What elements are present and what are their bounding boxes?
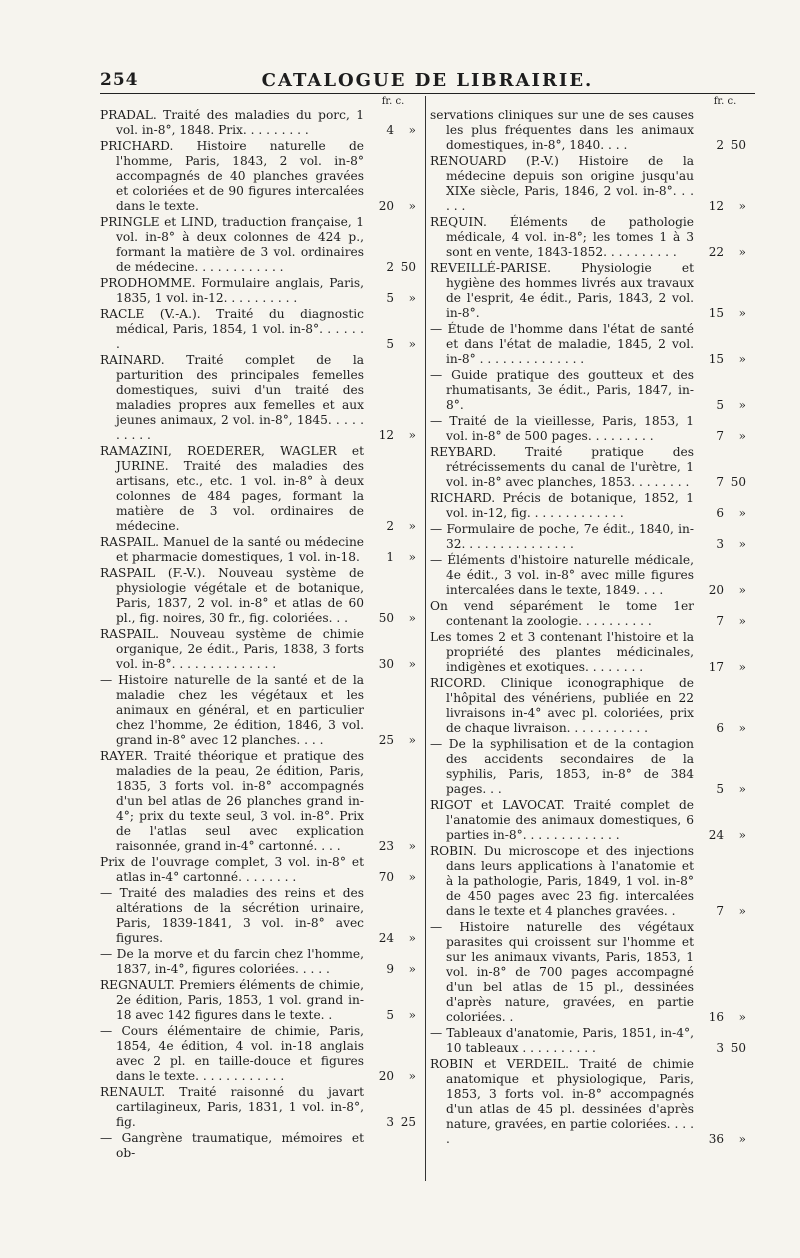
page-number: 254 [100, 70, 139, 90]
entry-text: PRADAL. Traité des maladies du porc, 1 vol. in-8°, 1848. Prix. . . . . . . . . [100, 108, 364, 137]
entry-text: ROBIN. Du microscope et des injections dans leurs applications à l'anatomie et à la pathologie, Paris, 1849, 1 vol. in-8° de 450 pages avec 23 fig. intercalées dans le texte et 4 planches gravées. . [430, 844, 694, 918]
price-centimes: » [738, 398, 746, 412]
catalogue-entry [430, 599, 750, 629]
entry-text: RENAULT. Traité raisonné du javart cartilagineux, Paris, 1831, 1 vol. in-8°, fig. [100, 1085, 364, 1129]
entry-price [698, 721, 750, 736]
catalogue-entry [430, 553, 750, 598]
entry-text: REGNAULT. Premiers éléments de chimie, 2e édition, Paris, 1853, 1 vol. grand in-18 avec 142 figures dans le texte. . [100, 978, 364, 1022]
entry-text: ROBIN et VERDEIL. Traité de chimie anatomique et physiologique, Paris, 1853, 3 forts vol. in-8° accompagnés d'un atlas de 45 pl. dessinées d'après nature, gravées, en partie coloriées. . . . . [430, 1057, 694, 1146]
price-centimes: » [408, 733, 416, 747]
price-francs: 7 [716, 614, 724, 628]
entry-text: RAYER. Traité théorique et pratique des maladies de la peau, 2e édition, Paris, 1835, 3 forts vol. in-8° accompagnés d'un bel atlas de 26 planches grand in-4°; prix du texte seul, 3 vol. in-8°. Prix de l'atlas seul avec explication raisonnée, grand in-4° cartonné. . . . [100, 749, 364, 853]
price-francs: 20 [378, 1069, 394, 1083]
entry-text: servations cliniques sur une de ses causes les plus fréquentes dans les animaux domestiques, in-8°, 1840. . . . [430, 108, 694, 152]
catalogue-entry [430, 737, 750, 797]
right-entries [430, 108, 750, 1148]
price-centimes: » [738, 782, 746, 796]
catalogue-entry [430, 108, 750, 153]
catalogue-entry [100, 627, 420, 672]
price-centimes: » [738, 828, 746, 842]
price-centimes: » [738, 506, 746, 520]
entry-price [698, 537, 750, 552]
price-francs: 7 [716, 475, 724, 489]
price-centimes: » [408, 839, 416, 853]
entry-text: — Tableaux d'anatomie, Paris, 1851, in-4°, 10 tableaux . . . . . . . . . . [430, 1026, 694, 1055]
catalogue-entry [100, 978, 420, 1023]
price-francs: 3 [716, 1041, 724, 1055]
price-francs: 15 [708, 352, 724, 366]
price-centimes: » [408, 337, 416, 351]
catalogue-entry [100, 307, 420, 352]
entry-price [698, 352, 750, 367]
catalogue-entry [430, 630, 750, 675]
entry-text: RAMAZINI, ROEDERER, WAGLER et JURINE. Traité des maladies des artisans, etc., etc. 1 vol. in-8° à deux colonnes de 484 pages, formant la matière de 3 vol. ordinaires de médecine. [100, 444, 364, 533]
price-centimes: » [738, 306, 746, 320]
entry-price [698, 782, 750, 797]
entry-price [368, 260, 420, 275]
price-francs: 3 [716, 537, 724, 551]
entry-text: REQUIN. Éléments de pathologie médicale, 4 vol. in-8°; les tomes 1 à 3 sont en vente, 1843-1852. . . . . . . . . . [430, 215, 694, 259]
currency-header-left: fr. c. [381, 96, 405, 107]
catalogue-entry [100, 673, 420, 748]
price-francs: 50 [378, 611, 394, 625]
entry-text: — De la morve et du farcin chez l'homme, 1837, in-4°, figures coloriées. . . . . [100, 947, 364, 976]
entry-text: Prix de l'ouvrage complet, 3 vol. in-8° et atlas in-4° cartonné. . . . . . . . [100, 855, 364, 884]
catalogue-entry [100, 276, 420, 306]
entry-price [698, 245, 750, 260]
entry-price [698, 199, 750, 214]
entry-price [698, 506, 750, 521]
price-francs: 4 [386, 123, 394, 137]
entry-text: RASPAIL. Nouveau système de chimie organique, 2e édit., Paris, 1838, 3 forts vol. in-8°. . . . . . . . . . . . . . [100, 627, 364, 671]
catalogue-entry [430, 215, 750, 260]
price-centimes: » [408, 428, 416, 442]
price-centimes: » [408, 870, 416, 884]
entry-price [368, 1115, 420, 1130]
price-centimes: 50 [730, 138, 746, 152]
price-centimes: » [408, 199, 416, 213]
entry-price [368, 199, 420, 214]
price-francs: 24 [378, 931, 394, 945]
price-francs: 15 [708, 306, 724, 320]
price-centimes: » [738, 1132, 746, 1146]
entry-text: REVEILLÉ-PARISE. Physiologie et hygiène des hommes livrés aux travaux de l'esprit, 4e édit., Paris, 1843, 2 vol. in-8°. [430, 261, 694, 320]
price-centimes: » [408, 657, 416, 671]
price-francs: 12 [378, 428, 394, 442]
price-francs: 24 [708, 828, 724, 842]
price-centimes: » [738, 660, 746, 674]
catalogue-entry [430, 676, 750, 736]
catalogue-entry [430, 522, 750, 552]
price-francs: 5 [386, 337, 394, 351]
page-header [100, 70, 755, 94]
price-centimes: » [408, 611, 416, 625]
entry-text: RICORD. Clinique iconographique de l'hôpital des vénériens, publiée en 22 livraisons in-4° avec pl. coloriées, prix de chaque livraison. . . . . . . . . . . [430, 676, 694, 735]
entry-price [368, 657, 420, 672]
entry-price [368, 870, 420, 885]
entry-text: — Cours élémentaire de chimie, Paris, 1854, 4e édition, 4 vol. in-18 anglais avec 2 pl. en taille-douce et figures dans le texte. . . . . . . . . . . . [100, 1024, 364, 1083]
price-centimes: » [738, 537, 746, 551]
price-francs: 2 [386, 519, 394, 533]
entry-price [698, 475, 750, 490]
entry-text: Les tomes 2 et 3 contenant l'histoire et la propriété des plantes médicinales, indigènes et exotiques. . . . . . . . [430, 630, 694, 674]
entry-text: — Traité de la vieillesse, Paris, 1853, 1 vol. in-8° de 500 pages. . . . . . . . . [430, 414, 694, 443]
entry-text: PRODHOMME. Formulaire anglais, Paris, 1835, 1 vol. in-12. . . . . . . . . . [100, 276, 364, 305]
catalogue-entry [100, 444, 420, 534]
price-centimes: 50 [400, 260, 416, 274]
catalogue-entry [430, 844, 750, 919]
price-francs: 2 [386, 260, 394, 274]
entry-price [368, 611, 420, 626]
price-francs: 5 [386, 291, 394, 305]
entry-text: RAINARD. Traité complet de la parturition des principales femelles domestiques, suivi d'un traité des maladies propres aux femelles et aux jeunes animaux, 2 vol. in-8°, 1845. . . . . . . . . . [100, 353, 364, 442]
price-centimes: » [408, 1008, 416, 1022]
entry-price [368, 733, 420, 748]
price-francs: 25 [378, 733, 394, 747]
price-centimes: 25 [400, 1115, 416, 1129]
entry-price [698, 828, 750, 843]
entry-text: RASPAIL (F.-V.). Nouveau système de physiologie végétale et de botanique, Paris, 1837, 2 vol. in-8° et atlas de 60 pl., fig. noires, 30 fr., fig. coloriées. . . [100, 566, 364, 625]
catalogue-entry [430, 491, 750, 521]
price-francs: 5 [716, 782, 724, 796]
currency-header-right: fr. c. [713, 96, 737, 107]
entry-text: RIGOT et LAVOCAT. Traité complet de l'anatomie des animaux domestiques, 6 parties in-8°. . . . . . . . . . . . . [430, 798, 694, 842]
catalogue-entry [430, 368, 750, 413]
entry-text: — Traité des maladies des reins et des altérations de la sécrétion urinaire, Paris, 1839-1841, 3 vol. in-8° avec figures. [100, 886, 364, 945]
entry-price [368, 337, 420, 352]
entry-text: On vend séparément le tome 1er contenant la zoologie. . . . . . . . . . [430, 599, 694, 628]
entry-price [368, 550, 420, 565]
catalogue-entry [430, 1057, 750, 1147]
price-centimes: » [738, 245, 746, 259]
price-francs: 12 [708, 199, 724, 213]
entry-text: PRINGLE et LIND, traduction française, 1 vol. in-8° à deux colonnes de 424 p., formant la matière de 3 vol. ordinaires de médecine. . . . . . . . . . . . [100, 215, 364, 274]
price-centimes: » [738, 429, 746, 443]
entry-price [368, 1008, 420, 1023]
catalogue-entry [100, 566, 420, 626]
price-centimes: » [738, 904, 746, 918]
price-centimes: » [738, 583, 746, 597]
price-centimes: » [738, 721, 746, 735]
catalogue-entry [430, 154, 750, 214]
catalogue-entry [100, 749, 420, 854]
price-francs: 7 [716, 429, 724, 443]
entry-text: RENOUARD (P.-V.) Histoire de la médecine depuis son origine jusqu'au XIXe siècle, Paris, 1846, 2 vol. in-8°. . . . . . [430, 154, 694, 213]
catalogue-entry [430, 261, 750, 321]
entry-text: — Étude de l'homme dans l'état de santé et dans l'état de maladie, 1845, 2 vol. in-8° . . . . . . . . . . . . . . [430, 322, 694, 366]
price-centimes: » [408, 550, 416, 564]
catalogue-entry [100, 1131, 420, 1161]
catalogue-entry [100, 947, 420, 977]
price-centimes: » [738, 199, 746, 213]
column-divider [425, 96, 426, 1181]
price-francs: 6 [716, 506, 724, 520]
price-centimes: » [408, 123, 416, 137]
catalogue-entry [430, 920, 750, 1025]
catalogue-entry [100, 139, 420, 214]
entry-price [698, 398, 750, 413]
price-francs: 20 [378, 199, 394, 213]
price-centimes: » [738, 1010, 746, 1024]
entry-text: — Guide pratique des goutteux et des rhumatisants, 3e édit., Paris, 1847, in-8°. [430, 368, 694, 412]
entry-price [698, 1041, 750, 1056]
entry-price [368, 519, 420, 534]
price-francs: 70 [378, 870, 394, 884]
catalogue-entry [100, 535, 420, 565]
catalogue-entry [430, 1026, 750, 1056]
entry-price [368, 428, 420, 443]
entry-price [368, 839, 420, 854]
entry-price [698, 306, 750, 321]
entry-text: PRICHARD. Histoire naturelle de l'homme, Paris, 1843, 2 vol. in-8° accompagnés de 40 planches gravées et coloriées et de 90 figures intercalées dans le texte. [100, 139, 364, 213]
price-centimes: » [408, 1069, 416, 1083]
catalogue-entry [430, 322, 750, 367]
price-centimes: 50 [730, 1041, 746, 1055]
catalogue-entry [100, 215, 420, 275]
price-francs: 5 [716, 398, 724, 412]
entry-price [698, 904, 750, 919]
entry-text: RASPAIL. Manuel de la santé ou médecine et pharmacie domestiques, 1 vol. in-18. [100, 535, 364, 564]
entry-price [698, 429, 750, 444]
entry-text: RACLE (V.-A.). Traité du diagnostic médical, Paris, 1854, 1 vol. in-8°. . . . . . . [100, 307, 364, 351]
price-francs: 16 [708, 1010, 724, 1024]
price-francs: 23 [378, 839, 394, 853]
price-centimes: » [738, 352, 746, 366]
catalogue-entry [100, 1085, 420, 1130]
price-francs: 5 [386, 1008, 394, 1022]
entry-price [368, 931, 420, 946]
price-centimes: » [408, 291, 416, 305]
entry-text: — Formulaire de poche, 7e édit., 1840, in-32. . . . . . . . . . . . . . . [430, 522, 694, 551]
running-title: CATALOGUE DE LIBRAIRIE. [261, 70, 594, 91]
price-centimes: » [738, 614, 746, 628]
entry-price [368, 962, 420, 977]
header-rule [100, 93, 755, 94]
catalogue-entry [100, 1024, 420, 1084]
entry-price [368, 291, 420, 306]
entry-price [698, 138, 750, 153]
catalogue-entry [430, 445, 750, 490]
price-francs: 7 [716, 904, 724, 918]
catalogue-entry [100, 855, 420, 885]
price-francs: 17 [708, 660, 724, 674]
price-francs: 36 [708, 1132, 724, 1146]
price-centimes: 50 [730, 475, 746, 489]
entry-price [698, 1132, 750, 1147]
entry-price [368, 1146, 420, 1161]
left-entries [100, 108, 420, 1162]
entry-text: RICHARD. Précis de botanique, 1852, 1 vol. in-12, fig. . . . . . . . . . . . . [430, 491, 694, 520]
price-francs: 2 [716, 138, 724, 152]
entry-text: REYBARD. Traité pratique des rétrécissements du canal de l'urètre, 1 vol. in-8° avec planches, 1853. . . . . . . . [430, 445, 694, 489]
price-francs: 6 [716, 721, 724, 735]
price-francs: 3 [386, 1115, 394, 1129]
price-centimes: » [408, 931, 416, 945]
price-francs: 30 [378, 657, 394, 671]
catalogue-entry [430, 798, 750, 843]
entry-text: — Gangrène traumatique, mémoires et ob- [100, 1131, 364, 1160]
entry-price [698, 583, 750, 598]
entry-price [368, 1069, 420, 1084]
price-francs: 22 [708, 245, 724, 259]
price-francs: 1 [386, 550, 394, 564]
price-francs: 20 [708, 583, 724, 597]
entry-text: — Éléments d'histoire naturelle médicale, 4e édit., 3 vol. in-8° avec mille figures intercalées dans le texte, 1849. . . . [430, 553, 694, 597]
entry-text: — Histoire naturelle des végétaux parasites qui croissent sur l'homme et sur les animaux vivants, Paris, 1853, 1 vol. in-8° de 700 pages accompagné d'un bel atlas de 15 pl., dessinées d'après nature, gravées, en partie coloriées. . [430, 920, 694, 1024]
entry-price [368, 123, 420, 138]
price-centimes: » [408, 962, 416, 976]
catalogue-entry [100, 886, 420, 946]
entry-text: — De la syphilisation et de la contagion des accidents secondaires de la syphilis, Paris, 1853, in-8° de 384 pages. . . [430, 737, 694, 796]
price-francs: 9 [386, 962, 394, 976]
price-centimes: » [408, 519, 416, 533]
catalogue-entry [430, 414, 750, 444]
entry-price [698, 660, 750, 675]
entry-price [698, 614, 750, 629]
catalogue-entry [100, 353, 420, 443]
entry-text: — Histoire naturelle de la santé et de la maladie chez les végétaux et les animaux en général, et en particulier chez l'homme, 2e édition, 1846, 3 vol. grand in-8° avec 12 planches. . . . [100, 673, 364, 747]
catalogue-entry [100, 108, 420, 138]
entry-price [698, 1010, 750, 1025]
